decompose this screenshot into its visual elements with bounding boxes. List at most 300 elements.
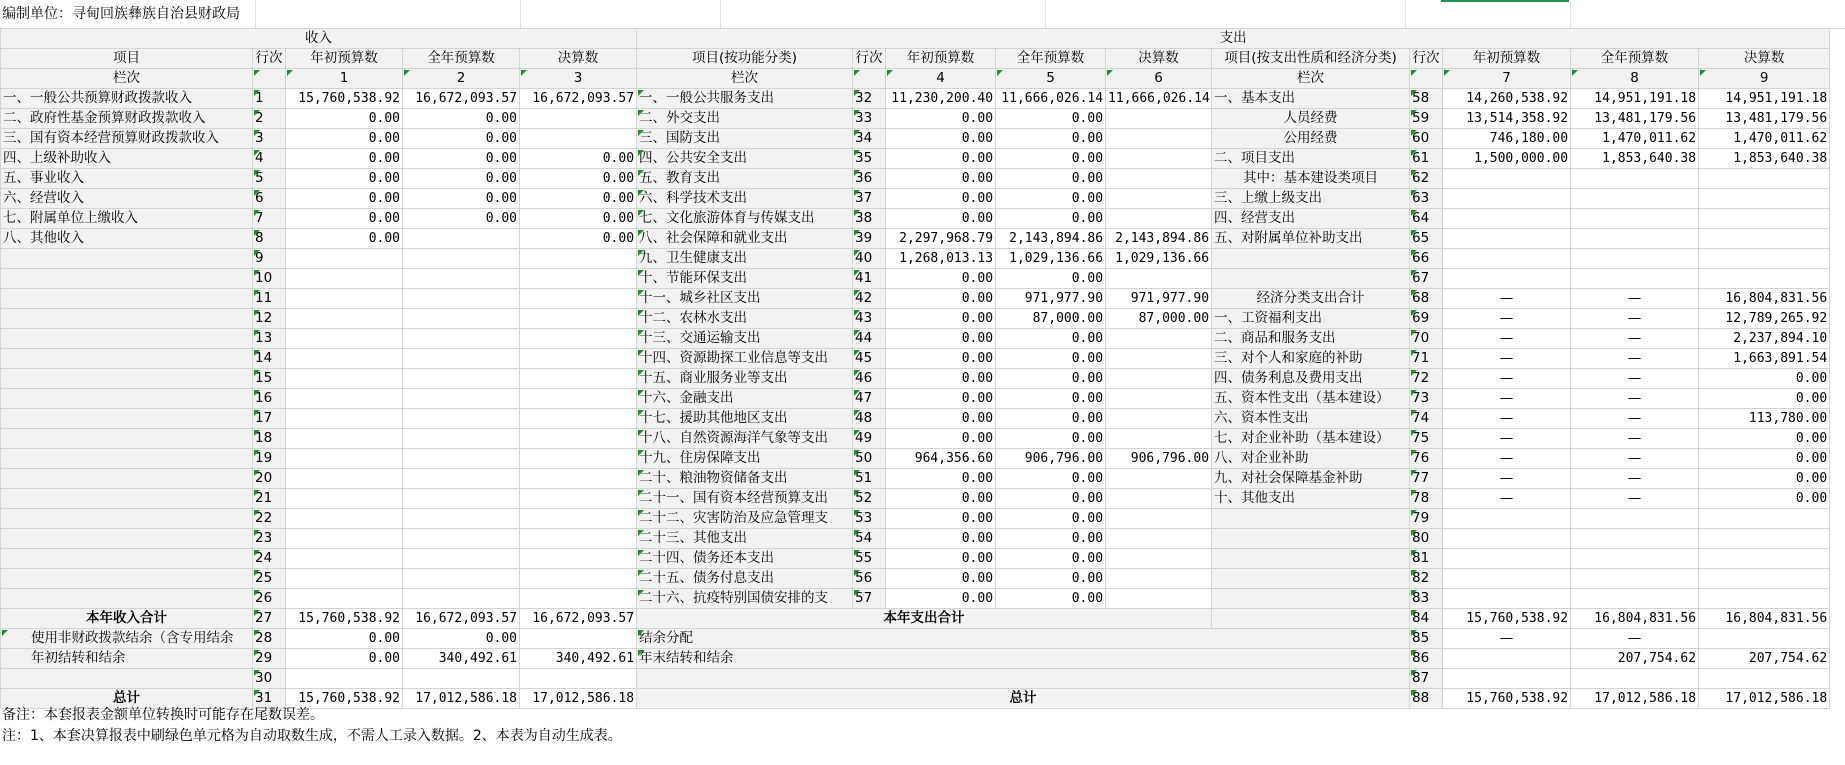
table-cell[interactable]: [1443, 589, 1571, 609]
table-cell[interactable]: 0.00: [1699, 389, 1830, 409]
table-cell[interactable]: [1106, 149, 1212, 169]
table-cell[interactable]: [1106, 109, 1212, 129]
table-cell[interactable]: [286, 509, 403, 529]
row-number: 1: [253, 89, 286, 109]
table-cell[interactable]: [403, 329, 520, 349]
table-cell[interactable]: [403, 529, 520, 549]
table-cell[interactable]: —: [1571, 369, 1699, 389]
table-cell[interactable]: [520, 509, 637, 529]
table-cell[interactable]: [520, 489, 637, 509]
table-cell[interactable]: [520, 589, 637, 609]
table-cell[interactable]: [520, 629, 637, 649]
table-cell[interactable]: 0.00: [886, 109, 996, 129]
table-cell[interactable]: 1,470,011.62: [1699, 129, 1830, 149]
table-cell[interactable]: 0.00: [403, 209, 520, 229]
row-label: [1212, 249, 1410, 269]
table-cell[interactable]: [1106, 589, 1212, 609]
table-cell[interactable]: [286, 269, 403, 289]
table-cell[interactable]: 0.00: [403, 189, 520, 209]
table-cell[interactable]: [1443, 569, 1571, 589]
table-cell[interactable]: 0.00: [886, 289, 996, 309]
table-cell[interactable]: [1106, 469, 1212, 489]
table-cell[interactable]: [1106, 549, 1212, 569]
table-row: [1, 329, 1830, 349]
table-cell[interactable]: [1443, 669, 1571, 689]
table-cell[interactable]: 0.00: [996, 589, 1106, 609]
table-cell[interactable]: [1443, 189, 1571, 209]
table-cell[interactable]: 0.00: [996, 469, 1106, 489]
table-cell[interactable]: 1,029,136.66: [996, 249, 1106, 269]
table-cell[interactable]: 0.00: [996, 149, 1106, 169]
table-cell[interactable]: 0.00: [403, 129, 520, 149]
table-cell[interactable]: [1699, 569, 1830, 589]
table-cell[interactable]: —: [1443, 469, 1571, 489]
table-cell[interactable]: [403, 669, 520, 689]
table-cell[interactable]: 0.00: [996, 429, 1106, 449]
table-cell[interactable]: 14,260,538.92: [1443, 89, 1571, 109]
table-cell[interactable]: [520, 289, 637, 309]
table-cell[interactable]: 0.00: [286, 109, 403, 129]
table-cell[interactable]: 1,853,640.38: [1699, 149, 1830, 169]
table-cell[interactable]: 2,143,894.86: [1106, 229, 1212, 249]
table-cell[interactable]: [1571, 549, 1699, 569]
table-cell[interactable]: 0.00: [996, 529, 1106, 549]
row-number: 72: [1410, 369, 1443, 389]
table-cell[interactable]: [1699, 229, 1830, 249]
table-cell[interactable]: 17,012,586.18: [1699, 689, 1830, 709]
row-number: 49: [853, 429, 886, 449]
table-cell[interactable]: 11,666,026.14: [996, 89, 1106, 109]
table-cell[interactable]: 16,804,831.56: [1699, 289, 1830, 309]
table-cell[interactable]: [286, 289, 403, 309]
table-cell[interactable]: 0.00: [886, 549, 996, 569]
table-cell[interactable]: 0.00: [286, 629, 403, 649]
table-cell[interactable]: 1,470,011.62: [1571, 129, 1699, 149]
table-cell[interactable]: [403, 229, 520, 249]
table-cell[interactable]: —: [1443, 349, 1571, 369]
table-cell[interactable]: —: [1571, 349, 1699, 369]
table-cell[interactable]: [403, 409, 520, 429]
table-cell[interactable]: —: [1571, 309, 1699, 329]
table-cell[interactable]: [520, 129, 637, 149]
table-cell[interactable]: —: [1443, 329, 1571, 349]
table-cell[interactable]: 0.00: [996, 209, 1106, 229]
table-cell[interactable]: [1443, 169, 1571, 189]
table-cell[interactable]: 0.00: [996, 329, 1106, 349]
table-cell[interactable]: [1106, 489, 1212, 509]
table-cell[interactable]: 0.00: [886, 529, 996, 549]
table-cell[interactable]: 0.00: [996, 409, 1106, 429]
table-cell[interactable]: [520, 449, 637, 469]
table-cell[interactable]: [520, 249, 637, 269]
table-cell[interactable]: 17,012,586.18: [403, 689, 520, 709]
table-cell[interactable]: —: [1571, 429, 1699, 449]
table-cell[interactable]: 0.00: [996, 369, 1106, 389]
table-cell[interactable]: [286, 529, 403, 549]
table-cell[interactable]: —: [1443, 489, 1571, 509]
table-cell[interactable]: 15,760,538.92: [286, 689, 403, 709]
table-cell[interactable]: [1443, 229, 1571, 249]
table-cell[interactable]: 0.00: [1699, 449, 1830, 469]
table-cell[interactable]: 0.00: [996, 269, 1106, 289]
table-cell[interactable]: 0.00: [520, 229, 637, 249]
table-cell[interactable]: 0.00: [286, 649, 403, 669]
table-cell[interactable]: —: [1443, 629, 1571, 649]
table-cell[interactable]: —: [1443, 409, 1571, 429]
table-cell[interactable]: [286, 329, 403, 349]
table-cell[interactable]: [403, 449, 520, 469]
table-cell[interactable]: [520, 469, 637, 489]
table-cell[interactable]: —: [1443, 289, 1571, 309]
table-cell[interactable]: 964,356.60: [886, 449, 996, 469]
table-cell[interactable]: [1443, 649, 1571, 669]
row-label: 十、其他支出: [1212, 489, 1410, 509]
table-cell[interactable]: 0.00: [886, 569, 996, 589]
table-cell[interactable]: [1699, 669, 1830, 689]
row-number: 13: [253, 329, 286, 349]
row-label: 四、公共安全支出: [637, 149, 853, 169]
table-cell[interactable]: 113,780.00: [1699, 409, 1830, 429]
table-cell[interactable]: 0.00: [886, 149, 996, 169]
table-cell[interactable]: —: [1571, 489, 1699, 509]
table-cell[interactable]: 0.00: [886, 129, 996, 149]
table-cell[interactable]: 0.00: [886, 489, 996, 509]
table-cell[interactable]: [1571, 209, 1699, 229]
table-cell[interactable]: —: [1571, 449, 1699, 469]
table-cell[interactable]: [1571, 249, 1699, 269]
table-cell[interactable]: [286, 409, 403, 429]
row-number: 27: [253, 609, 286, 629]
row-label: 九、对社会保障基金补助: [1212, 469, 1410, 489]
table-cell[interactable]: 14,951,191.18: [1699, 89, 1830, 109]
row-label: 二十四、债务还本支出: [637, 549, 853, 569]
table-cell[interactable]: [1571, 169, 1699, 189]
table-cell[interactable]: 0.00: [403, 149, 520, 169]
table-cell[interactable]: [286, 569, 403, 589]
table-cell[interactable]: [520, 389, 637, 409]
table-cell[interactable]: [520, 529, 637, 549]
table-cell[interactable]: [403, 489, 520, 509]
table-cell[interactable]: 15,760,538.92: [1443, 689, 1571, 709]
table-cell[interactable]: [1699, 629, 1830, 649]
table-cell[interactable]: —: [1571, 629, 1699, 649]
col-full-budget: 全年预算数: [403, 49, 520, 69]
table-cell[interactable]: [1699, 549, 1830, 569]
col-full-budget: 全年预算数: [996, 49, 1106, 69]
row-number: 19: [253, 449, 286, 469]
table-cell[interactable]: 16,672,093.57: [403, 609, 520, 629]
table-cell[interactable]: [1443, 509, 1571, 529]
table-cell[interactable]: [1106, 189, 1212, 209]
table-cell[interactable]: [403, 369, 520, 389]
table-cell[interactable]: 971,977.90: [996, 289, 1106, 309]
row-number: 87: [1410, 669, 1443, 689]
table-cell[interactable]: 0.00: [886, 169, 996, 189]
table-cell[interactable]: 16,672,093.57: [520, 89, 637, 109]
row-number: 7: [253, 209, 286, 229]
table-cell[interactable]: —: [1571, 409, 1699, 429]
table-cell[interactable]: [520, 269, 637, 289]
table-cell[interactable]: 0.00: [996, 169, 1106, 189]
table-cell[interactable]: [1571, 589, 1699, 609]
table-cell[interactable]: 16,672,093.57: [403, 89, 520, 109]
table-cell[interactable]: [286, 369, 403, 389]
row-number: 77: [1410, 469, 1443, 489]
table-cell[interactable]: [286, 249, 403, 269]
table-cell[interactable]: —: [1443, 429, 1571, 449]
table-cell[interactable]: [1106, 329, 1212, 349]
table-cell[interactable]: [1443, 549, 1571, 569]
table-cell[interactable]: 1,853,640.38: [1571, 149, 1699, 169]
row-number: 39: [853, 229, 886, 249]
table-cell[interactable]: [1106, 369, 1212, 389]
table-cell[interactable]: 0.00: [403, 629, 520, 649]
table-cell[interactable]: [1571, 229, 1699, 249]
table-row: [1, 369, 1830, 389]
table-cell[interactable]: [286, 669, 403, 689]
table-cell[interactable]: [1571, 529, 1699, 549]
table-cell[interactable]: 340,492.61: [520, 649, 637, 669]
table-cell[interactable]: [403, 289, 520, 309]
col-row-no: 行次: [253, 49, 286, 69]
table-cell[interactable]: [286, 389, 403, 409]
col-item: 项目: [1, 49, 253, 69]
table-cell[interactable]: [1443, 269, 1571, 289]
table-cell[interactable]: 1,500,000.00: [1443, 149, 1571, 169]
table-cell[interactable]: 0.00: [996, 129, 1106, 149]
table-cell[interactable]: [286, 449, 403, 469]
table-cell[interactable]: 0.00: [520, 209, 637, 229]
table-cell[interactable]: —: [1571, 469, 1699, 489]
table-cell[interactable]: [403, 309, 520, 329]
row-number: 83: [1410, 589, 1443, 609]
table-cell[interactable]: 0.00: [996, 549, 1106, 569]
table-cell[interactable]: 14,951,191.18: [1571, 89, 1699, 109]
table-cell[interactable]: [520, 569, 637, 589]
row-label: 九、卫生健康支出: [637, 249, 853, 269]
table-cell[interactable]: 0.00: [886, 589, 996, 609]
table-cell[interactable]: 0.00: [1699, 429, 1830, 449]
table-cell[interactable]: [286, 429, 403, 449]
row-label: [1212, 509, 1410, 529]
table-cell[interactable]: [1106, 509, 1212, 529]
table-cell[interactable]: [403, 549, 520, 569]
table-cell[interactable]: 87,000.00: [1106, 309, 1212, 329]
table-cell[interactable]: 0.00: [886, 369, 996, 389]
table-cell[interactable]: 17,012,586.18: [1571, 689, 1699, 709]
row-label: [1, 269, 253, 289]
table-cell[interactable]: 0.00: [1699, 369, 1830, 389]
table-cell[interactable]: [1571, 509, 1699, 529]
table-cell[interactable]: [1106, 529, 1212, 549]
row-number: 81: [1410, 549, 1443, 569]
table-cell[interactable]: 0.00: [886, 469, 996, 489]
table-cell[interactable]: 0.00: [286, 169, 403, 189]
table-cell[interactable]: 1,663,891.54: [1699, 349, 1830, 369]
row-label: 六、资本性支出: [1212, 409, 1410, 429]
table-cell[interactable]: 340,492.61: [403, 649, 520, 669]
table-cell[interactable]: 0.00: [996, 389, 1106, 409]
table-cell[interactable]: [403, 509, 520, 529]
table-cell[interactable]: 207,754.62: [1699, 649, 1830, 669]
table-cell[interactable]: [1443, 529, 1571, 549]
table-cell[interactable]: [286, 489, 403, 509]
table-cell[interactable]: [1106, 409, 1212, 429]
table-cell[interactable]: 17,012,586.18: [520, 689, 637, 709]
table-cell[interactable]: 207,754.62: [1571, 649, 1699, 669]
table-cell[interactable]: 15,760,538.92: [286, 89, 403, 109]
table-cell[interactable]: [1443, 249, 1571, 269]
table-cell[interactable]: 0.00: [1699, 469, 1830, 489]
table-cell[interactable]: 0.00: [996, 109, 1106, 129]
table-cell[interactable]: 0.00: [886, 429, 996, 449]
table-cell[interactable]: 971,977.90: [1106, 289, 1212, 309]
row-label: 八、对企业补助: [1212, 449, 1410, 469]
table-cell[interactable]: 0.00: [996, 489, 1106, 509]
table-cell[interactable]: [520, 409, 637, 429]
table-cell[interactable]: [286, 549, 403, 569]
table-cell[interactable]: [1571, 669, 1699, 689]
table-cell[interactable]: [520, 309, 637, 329]
row-number: 51: [853, 469, 886, 489]
table-cell[interactable]: —: [1571, 329, 1699, 349]
table-cell[interactable]: [1699, 529, 1830, 549]
table-cell[interactable]: 0.00: [286, 129, 403, 149]
table-cell[interactable]: 16,804,831.56: [1699, 609, 1830, 629]
table-cell[interactable]: 2,143,894.86: [996, 229, 1106, 249]
table-cell[interactable]: [403, 589, 520, 609]
table-cell[interactable]: [1699, 189, 1830, 209]
table-cell[interactable]: —: [1571, 289, 1699, 309]
table-cell[interactable]: 12,789,265.92: [1699, 309, 1830, 329]
table-cell[interactable]: 0.00: [996, 349, 1106, 369]
table-cell[interactable]: 16,804,831.56: [1571, 609, 1699, 629]
table-cell[interactable]: 0.00: [520, 149, 637, 169]
table-cell[interactable]: 2,237,894.10: [1699, 329, 1830, 349]
table-cell[interactable]: [1106, 129, 1212, 149]
table-cell[interactable]: [403, 429, 520, 449]
table-cell[interactable]: [286, 589, 403, 609]
table-cell[interactable]: 11,666,026.14: [1106, 89, 1212, 109]
row-number: 59: [1410, 109, 1443, 129]
table-cell[interactable]: [1571, 189, 1699, 209]
table-cell[interactable]: 0.00: [886, 329, 996, 349]
table-row: [1, 209, 1830, 229]
table-cell[interactable]: 13,514,358.92: [1443, 109, 1571, 129]
table-cell[interactable]: [1699, 249, 1830, 269]
table-cell[interactable]: [403, 249, 520, 269]
table-cell[interactable]: [403, 569, 520, 589]
row-number: 20: [253, 469, 286, 489]
table-cell[interactable]: [520, 369, 637, 389]
table-cell[interactable]: —: [1443, 309, 1571, 329]
table-cell[interactable]: [520, 109, 637, 129]
table-cell[interactable]: —: [1571, 389, 1699, 409]
table-cell[interactable]: 0.00: [886, 309, 996, 329]
table-cell[interactable]: [286, 349, 403, 369]
table-cell[interactable]: [1106, 429, 1212, 449]
table-cell[interactable]: 0.00: [886, 269, 996, 289]
table-cell[interactable]: 0.00: [403, 109, 520, 129]
table-cell[interactable]: 0.00: [996, 189, 1106, 209]
table-cell[interactable]: 16,672,093.57: [520, 609, 637, 629]
table-cell[interactable]: 0.00: [886, 189, 996, 209]
table-cell[interactable]: 906,796.00: [1106, 449, 1212, 469]
table-cell[interactable]: 0.00: [286, 189, 403, 209]
table-cell[interactable]: [403, 349, 520, 369]
table-cell[interactable]: 0.00: [403, 169, 520, 189]
table-cell[interactable]: [520, 429, 637, 449]
table-cell[interactable]: [1699, 209, 1830, 229]
table-cell[interactable]: 0.00: [886, 509, 996, 529]
table-cell[interactable]: [403, 389, 520, 409]
table-cell[interactable]: 11,230,200.40: [886, 89, 996, 109]
table-cell[interactable]: 13,481,179.56: [1571, 109, 1699, 129]
table-cell[interactable]: [1699, 509, 1830, 529]
table-cell[interactable]: 13,481,179.56: [1699, 109, 1830, 129]
table-cell[interactable]: 1,029,136.66: [1106, 249, 1212, 269]
table-cell[interactable]: 0.00: [886, 209, 996, 229]
table-cell[interactable]: [520, 669, 637, 689]
table-cell[interactable]: [1571, 269, 1699, 289]
table-cell[interactable]: —: [1443, 389, 1571, 409]
table-cell[interactable]: —: [1443, 369, 1571, 389]
table-cell[interactable]: [1106, 169, 1212, 189]
table-cell[interactable]: [520, 349, 637, 369]
table-cell[interactable]: [403, 269, 520, 289]
table-cell[interactable]: 0.00: [886, 389, 996, 409]
table-cell[interactable]: [1699, 169, 1830, 189]
table-cell[interactable]: 0.00: [996, 509, 1106, 529]
table-cell[interactable]: [1106, 209, 1212, 229]
table-cell[interactable]: 0.00: [520, 189, 637, 209]
table-cell[interactable]: 15,760,538.92: [286, 609, 403, 629]
table-cell[interactable]: 746,180.00: [1443, 129, 1571, 149]
table-cell[interactable]: 1,268,013.13: [886, 249, 996, 269]
row-label: [1, 569, 253, 589]
table-cell[interactable]: [520, 329, 637, 349]
table-cell[interactable]: 0.00: [1699, 489, 1830, 509]
table-cell[interactable]: 906,796.00: [996, 449, 1106, 469]
table-cell[interactable]: 0.00: [520, 169, 637, 189]
table-cell[interactable]: [286, 309, 403, 329]
table-cell[interactable]: [1699, 589, 1830, 609]
table-cell[interactable]: 0.00: [886, 409, 996, 429]
table-cell[interactable]: 0.00: [286, 229, 403, 249]
table-cell[interactable]: [1443, 209, 1571, 229]
table-cell[interactable]: 0.00: [996, 569, 1106, 589]
table-cell[interactable]: 0.00: [286, 149, 403, 169]
table-cell[interactable]: [286, 469, 403, 489]
row-29: [1, 649, 1830, 669]
table-cell[interactable]: [1106, 569, 1212, 589]
table-cell[interactable]: [1106, 349, 1212, 369]
table-cell[interactable]: [403, 469, 520, 489]
table-cell[interactable]: [1699, 269, 1830, 289]
table-cell[interactable]: 87,000.00: [996, 309, 1106, 329]
table-cell[interactable]: 2,297,968.79: [886, 229, 996, 249]
table-cell[interactable]: 0.00: [886, 349, 996, 369]
table-cell[interactable]: 15,760,538.92: [1443, 609, 1571, 629]
row-label: 六、科学技术支出: [637, 189, 853, 209]
table-cell[interactable]: [520, 549, 637, 569]
table-cell[interactable]: [1571, 569, 1699, 589]
table-cell[interactable]: [1106, 269, 1212, 289]
table-cell[interactable]: 0.00: [286, 209, 403, 229]
table-cell[interactable]: —: [1443, 449, 1571, 469]
table-cell[interactable]: [1106, 389, 1212, 409]
row-number: 65: [1410, 229, 1443, 249]
